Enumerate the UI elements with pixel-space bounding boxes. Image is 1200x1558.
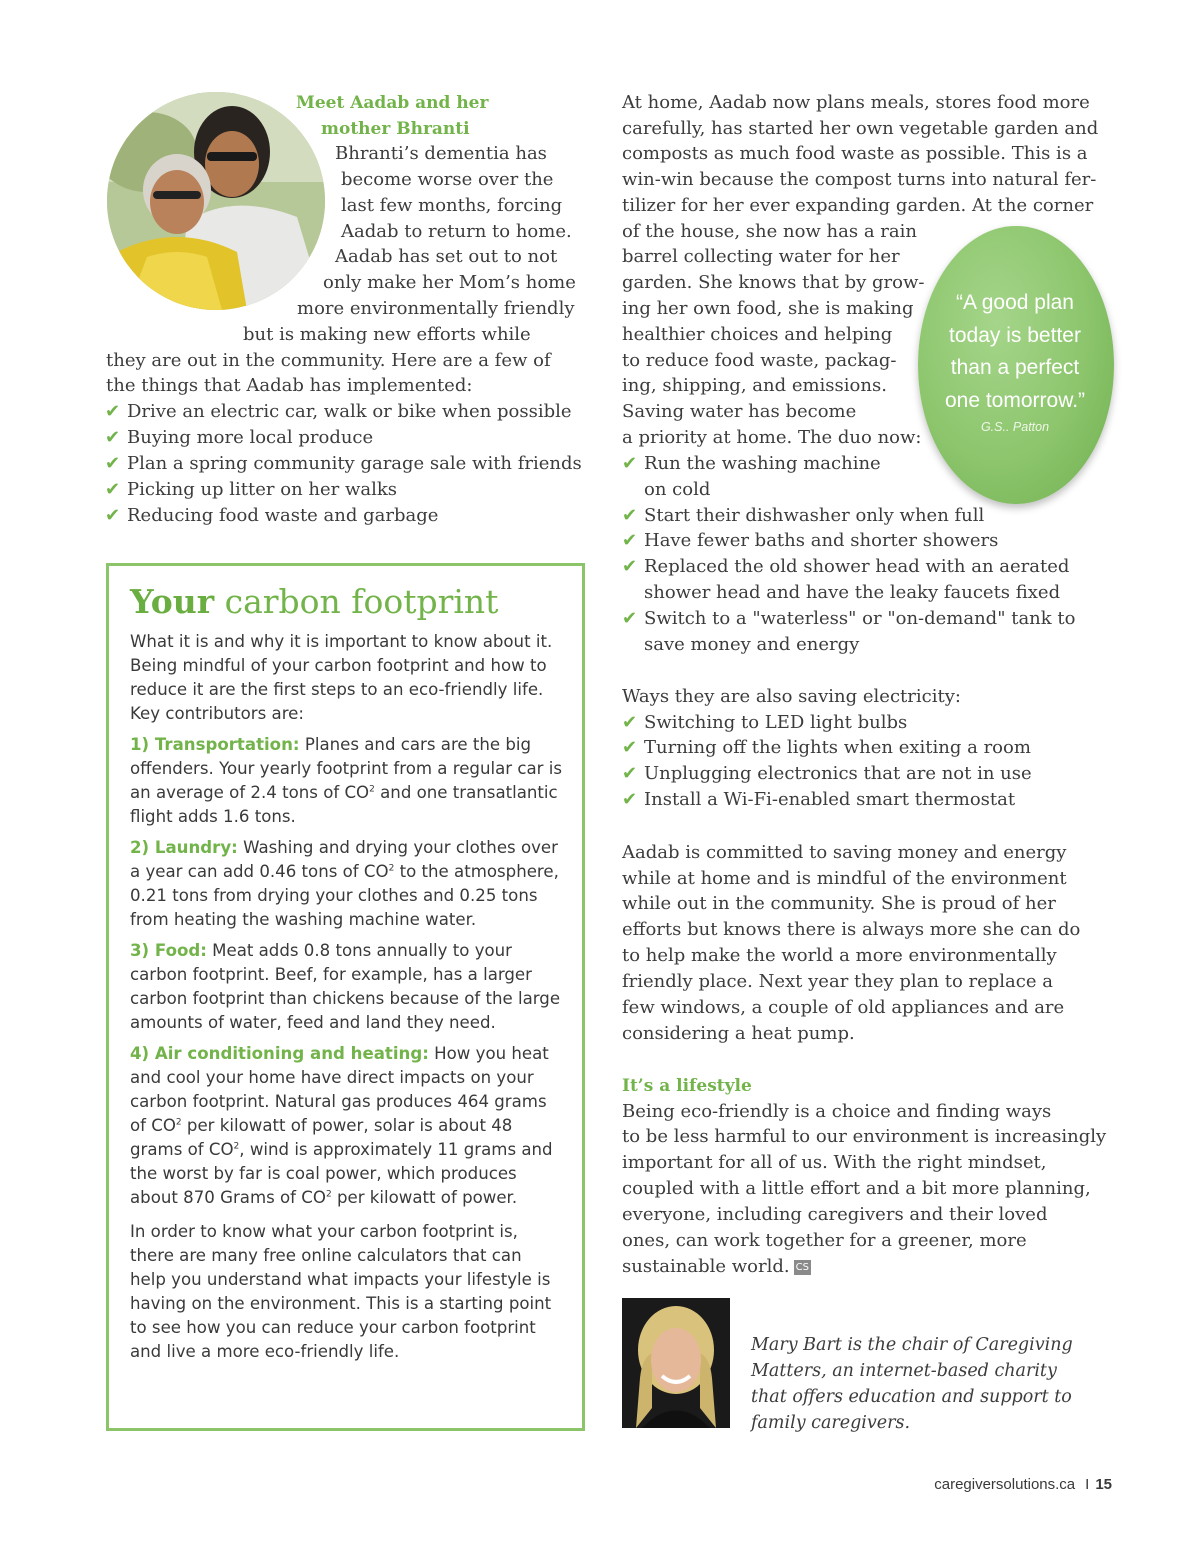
body-text-line: considering a heat pump.	[622, 1023, 855, 1044]
carbon-box-title	[130, 580, 562, 624]
quote-line: one tomorrow.”	[944, 388, 1086, 412]
intro-text-line: they are out in the community. Here are a few of	[106, 350, 551, 371]
bio-line: Mary Bart is the chair of Caregiving	[751, 1335, 1073, 1355]
check-icon: ✔	[622, 712, 638, 733]
intro-heading-line: mother Bhranti	[321, 119, 470, 139]
carbon-title-rest: carbon footprint	[214, 582, 499, 621]
body-text-line: healthier choices and helping	[622, 324, 893, 345]
body-text-line: a priority at home. The duo now:	[622, 427, 922, 448]
check-icon: ✔	[105, 504, 121, 526]
paragraph-text: per kilowatt of power.	[331, 1188, 518, 1207]
cs-end-badge: CS	[795, 1261, 809, 1273]
body-text-line: Saving water has become	[622, 401, 857, 422]
water-list-item-cont: on cold	[644, 479, 711, 500]
intro-text-line: become worse over the	[341, 169, 554, 190]
check-icon: ✔	[105, 478, 121, 500]
paragraph-text: Planes and cars are the big offenders. Your yearly footprint from a regular car is an average of 2.4 tons of CO	[130, 735, 562, 802]
footer-site-link[interactable]: caregiversolutions.ca	[934, 1476, 1076, 1493]
body-text-line: barrel collecting water for her	[622, 246, 900, 267]
list-item-text: Unplugging electronics that are not in use	[644, 763, 1032, 784]
subscript-2: 2	[175, 1117, 182, 1128]
body-text: sustainable world.	[622, 1256, 790, 1277]
quote-author: G.S.. Patton	[980, 420, 1050, 434]
list-item-text: Picking up litter on her walks	[127, 478, 398, 500]
bio-line: that offers education and support to	[751, 1387, 1072, 1407]
intro-text-line: Aadab to return to home.	[341, 221, 572, 242]
paragraph-text: and one transatlantic flight adds 1.6 tons.	[130, 783, 558, 826]
paragraph-text: per kilowatt of power, solar is about 48 grams of CO	[130, 1116, 513, 1159]
subscript-2: 2	[369, 784, 375, 795]
check-icon: ✔	[622, 789, 638, 810]
electric-list-item	[622, 735, 1031, 761]
list-item	[105, 425, 605, 451]
intro-text-line: the things that Aadab has implemented:	[106, 375, 473, 396]
body-text-line: while out in the community. She is proud of her	[622, 893, 1056, 914]
body-text-line	[622, 1254, 811, 1280]
quote-text	[930, 287, 1100, 417]
carbon-intro: What it is and why it is important to know about it. Being mindful of your carbon footprint and how to reduce it are the first steps to an eco-friendly life. Key contributors are:	[130, 632, 553, 723]
food-paragraph	[130, 939, 562, 1035]
body-text-line: ones, can work together for a greener, more	[622, 1230, 1027, 1251]
list-item-text: Have fewer baths and shorter showers	[644, 530, 999, 551]
intro-text-line: more environmentally friendly	[297, 298, 575, 319]
intro-text-line: only make her Mom’s home	[323, 272, 576, 293]
intro-heading	[296, 90, 526, 142]
list-item-text: Buying more local produce	[127, 426, 374, 448]
list-item-text: Drive an electric car, walk or bike when possible	[127, 401, 572, 422]
transportation-label: 1) Transportation:	[130, 735, 300, 754]
food-label: 3) Food:	[130, 941, 207, 960]
check-icon: ✔	[105, 401, 121, 422]
water-list-item-cont: shower head and have the leaky faucets fixed	[644, 582, 1061, 603]
list-item-text: Replaced the old shower head with an aerated	[644, 556, 1070, 577]
page-number: 15	[1095, 1476, 1112, 1493]
check-icon: ✔	[622, 608, 638, 629]
body-text-line: to help make the world a more environmentally	[622, 945, 1057, 966]
list-item	[105, 451, 605, 477]
list-item-text: Plan a spring community garage sale with friends	[127, 452, 582, 474]
intro-text-line: Aadab has set out to not	[335, 246, 558, 267]
body-text-line: everyone, including caregivers and their loved	[622, 1204, 1048, 1225]
body-text-line: of the house, she now has a rain	[622, 221, 917, 242]
list-item-text: Start their dishwasher only when full	[644, 505, 985, 526]
intro-text-line: last few months, forcing	[341, 195, 563, 216]
body-text-line: Being eco-friendly is a choice and finding ways	[622, 1101, 1052, 1122]
check-icon: ✔	[622, 556, 638, 577]
body-text-line: to be less harmful to our environment is increasingly	[622, 1126, 1107, 1147]
carbon-footprint-box	[106, 563, 585, 1431]
list-item	[105, 477, 605, 503]
body-text-line: coupled with a little effort and a bit more planning,	[622, 1178, 1091, 1199]
implemented-list	[105, 399, 605, 529]
laundry-label: 2) Laundry:	[130, 838, 238, 857]
carbon-title-bold: Your	[130, 582, 215, 621]
water-list-item	[622, 606, 1075, 632]
quote-line: “A good plan	[956, 291, 1074, 314]
check-icon: ✔	[105, 426, 121, 448]
electricity-intro: Ways they are also saving electricity:	[622, 686, 961, 707]
intro-text-line: Bhranti’s dementia has	[335, 143, 547, 164]
body-text-line: composts as much food waste as possible. This is a	[622, 143, 1088, 164]
transportation-paragraph	[130, 733, 562, 829]
bio-line: family caregivers.	[751, 1413, 911, 1433]
intro-heading-line: Meet Aadab and her	[296, 93, 489, 113]
check-icon: ✔	[622, 763, 638, 784]
bio-line: Matters, an internet-based charity	[751, 1361, 1057, 1381]
check-icon: ✔	[622, 737, 638, 758]
list-item-text: Switch to a "waterless" or "on-demand" tank to	[644, 608, 1076, 629]
paragraph-text: Meat adds 0.8 tons annually to your carbon footprint. Beef, for example, has a larger carbon footprint than chickens because of the large amounts of water, feed and land they need.	[130, 941, 561, 1032]
list-item-text: Switching to LED light bulbs	[644, 712, 908, 733]
water-list-item	[622, 528, 998, 554]
carbon-closing: In order to know what your carbon footprint is, there are many free online calculators that can help you understand what impacts your lifestyle is having on the environment. This is a starting point to see how you can reduce your carbon footprint and live a more eco-friendly life.	[130, 1222, 552, 1361]
author-photo	[622, 1298, 730, 1428]
body-text-line: tilizer for her ever expanding garden. At the corner	[622, 195, 1094, 216]
quote-line: today is better	[949, 323, 1081, 347]
check-icon: ✔	[105, 452, 121, 474]
water-list-item	[622, 554, 1069, 580]
check-icon: ✔	[622, 453, 638, 474]
subscript-2: 2	[325, 1189, 332, 1200]
water-list-item	[622, 503, 984, 529]
list-item-text: Reducing food waste and garbage	[127, 504, 439, 526]
laundry-paragraph	[130, 836, 562, 932]
body-text-line: ing her own food, she is making	[622, 298, 914, 319]
list-item-text: Turning off the lights when exiting a room	[644, 737, 1031, 758]
check-icon: ✔	[622, 530, 638, 551]
paragraph-text: , wind is approximately 11 grams and the worst by far is coal power, which produces about 870 Grams of CO	[130, 1140, 553, 1207]
quote-line: than a perfect	[950, 356, 1080, 379]
water-list-item	[622, 451, 881, 477]
list-item	[105, 399, 605, 425]
body-text-line: garden. She knows that by grow-	[622, 272, 925, 293]
body-text-line: efforts but knows there is always more she can do	[622, 919, 1081, 940]
intro-text-line: but is making new efforts while	[243, 324, 531, 345]
body-text-line: important for all of us. With the right mindset,	[622, 1152, 1047, 1173]
body-text-line: Aadab is committed to saving money and energy	[622, 842, 1067, 863]
body-text-line: At home, Aadab now plans meals, stores food more	[622, 92, 1090, 113]
body-text-line: win-win because the compost turns into natural fer-	[622, 169, 1097, 190]
body-text-line: few windows, a couple of old appliances and are	[622, 997, 1065, 1018]
author-bio	[751, 1332, 1091, 1436]
electric-list-item	[622, 761, 1032, 787]
electric-list-item	[622, 710, 907, 736]
lifestyle-heading: It’s a lifestyle	[622, 1076, 752, 1096]
heating-label: 4) Air conditioning and heating:	[130, 1044, 429, 1063]
body-text-line: friendly place. Next year they plan to replace a	[622, 971, 1053, 992]
body-text-line: while at home and is mindful of the environment	[622, 868, 1067, 889]
page-footer	[934, 1476, 1112, 1493]
footer-separator: I	[1085, 1476, 1090, 1493]
subscript-2: 2	[233, 1141, 240, 1152]
paragraph-text: to the atmosphere, 0.21 tons from drying your clothes and 0.25 tons from heating the washing machine water.	[130, 862, 559, 929]
check-icon: ✔	[622, 505, 638, 526]
list-item	[105, 503, 605, 529]
body-text-line: ing, shipping, and emissions.	[622, 375, 887, 396]
body-text-line: carefully, has started her own vegetable garden and	[622, 118, 1099, 139]
electric-list-item	[622, 787, 1015, 813]
paragraph-text: Washing and drying your clothes over a year can add 0.46 tons of CO	[130, 838, 558, 881]
portrait-photo	[107, 92, 325, 310]
list-item-text: Run the washing machine	[644, 453, 881, 474]
heating-paragraph	[130, 1042, 562, 1210]
water-list-item-cont: save money and energy	[644, 634, 860, 655]
body-text-line: to reduce food waste, packag-	[622, 350, 897, 371]
paragraph-text: How you heat and cool your home have direct impacts on your carbon footprint. Natural gas produces 464 grams of CO	[130, 1044, 549, 1135]
list-item-text: Install a Wi-Fi-enabled smart thermostat	[644, 789, 1016, 810]
subscript-2: 2	[388, 863, 395, 874]
